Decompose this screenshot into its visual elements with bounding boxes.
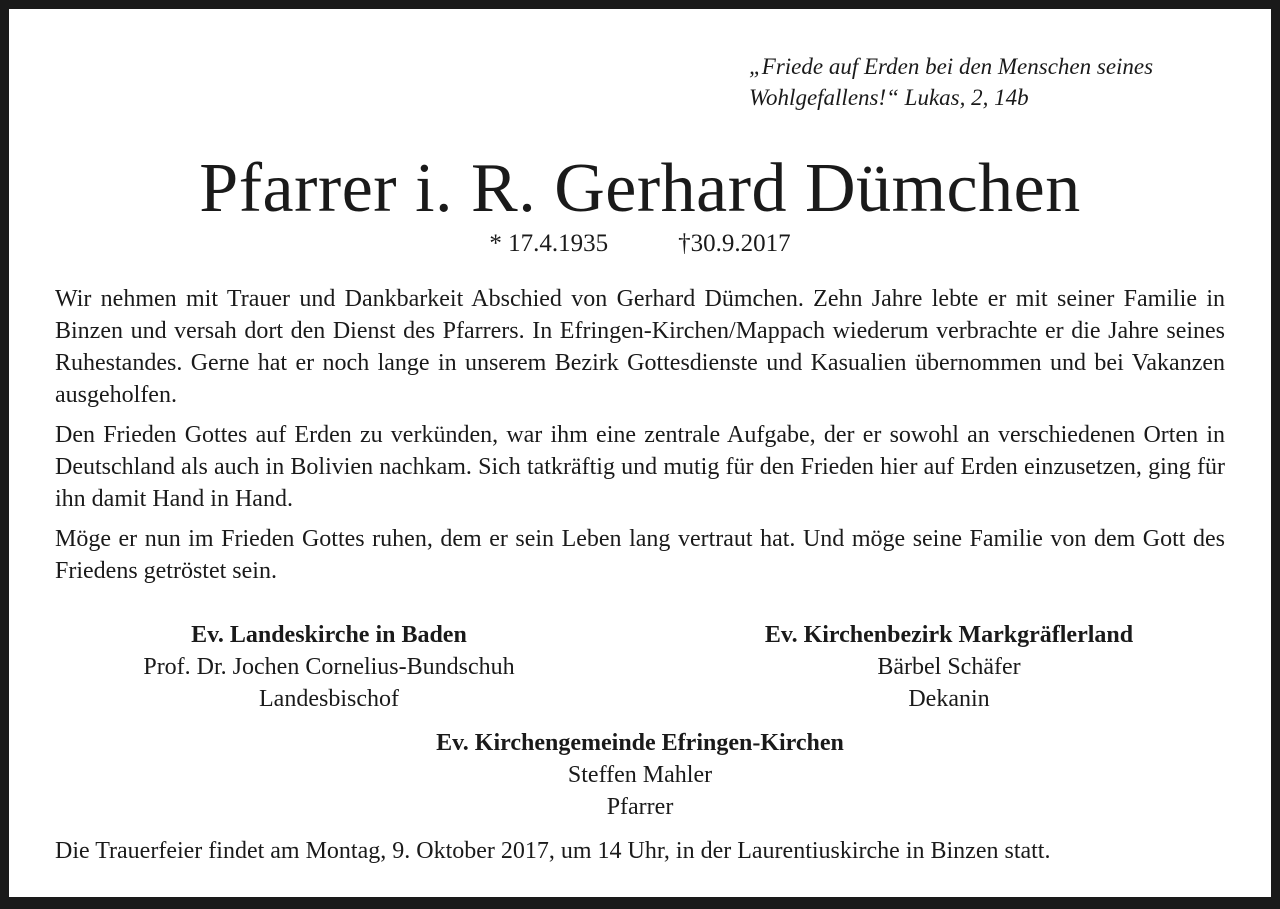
obituary-notice xyxy=(9,9,1271,897)
signatory-role: Pfarrer xyxy=(606,794,674,820)
signatory-person: Bärbel Schäfer xyxy=(877,654,1021,680)
paragraph-peace: Den Frieden Gottes auf Erden zu verkünden, war ihm eine zentrale Aufgabe, der er sowohl an verschiedenen Orten in Deutschland als auch in Bolivien nachkam. Sich tatkräftig und mutig für den Frieden hier auf Erden einzusetzen, ging für ihn damit Hand in Hand. xyxy=(55,422,1225,512)
signatory-kirchenbezirk xyxy=(689,619,1209,715)
signatory-org: Ev. Kirchenbezirk Markgräflerland xyxy=(764,622,1134,648)
paragraph-farewell: Wir nehmen mit Trauer und Dankbarkeit Abschied von Gerhard Dümchen. Zehn Jahre lebte er mit seiner Familie in Binzen und versah dort den Dienst des Pfarrers. In Efringen-Kirchen/Mappach wiederum verbrachte er die Jahre seines Ruhestandes. Gerne hat er noch lange in unserem Bezirk Gottesdienste und Kasualien übernommen und bei Vakanzen ausgeholfen. xyxy=(55,286,1225,408)
deceased-name: Pfarrer i. R. Gerhard Dümchen xyxy=(199,150,1081,227)
quote-line-2: Wohlgefallens!“ Lukas, 2, 14b xyxy=(749,85,1029,110)
bible-quote xyxy=(749,51,1219,113)
signatory-role: Dekanin xyxy=(908,686,990,712)
signatory-person: Prof. Dr. Jochen Cornelius-Bundschuh xyxy=(143,654,515,680)
signatory-landeskirche xyxy=(69,619,589,715)
funeral-announcement: Die Trauerfeier findet am Montag, 9. Oktober 2017, um 14 Uhr, in der Laurentiuskirche in Binzen statt. xyxy=(55,838,1051,864)
signatory-org: Ev. Kirchengemeinde Efringen-Kirchen xyxy=(436,730,844,756)
notice-body xyxy=(55,283,1225,595)
death-date: †30.9.2017 xyxy=(678,230,791,257)
quote-line-1: „Friede auf Erden bei den Menschen seines xyxy=(749,54,1154,79)
signatory-role: Landesbischof xyxy=(259,686,399,712)
signatory-person: Steffen Mahler xyxy=(567,762,713,788)
signatory-org: Ev. Landeskirche in Baden xyxy=(191,622,467,648)
signatory-kirchengemeinde xyxy=(9,727,1271,823)
paragraph-blessing: Möge er nun im Frieden Gottes ruhen, dem er sein Leben lang vertraut hat. Und möge seine Familie von dem Gott des Friedens getröstet sein. xyxy=(55,526,1225,584)
birth-date: * 17.4.1935 xyxy=(489,230,609,257)
life-dates xyxy=(9,229,1271,259)
